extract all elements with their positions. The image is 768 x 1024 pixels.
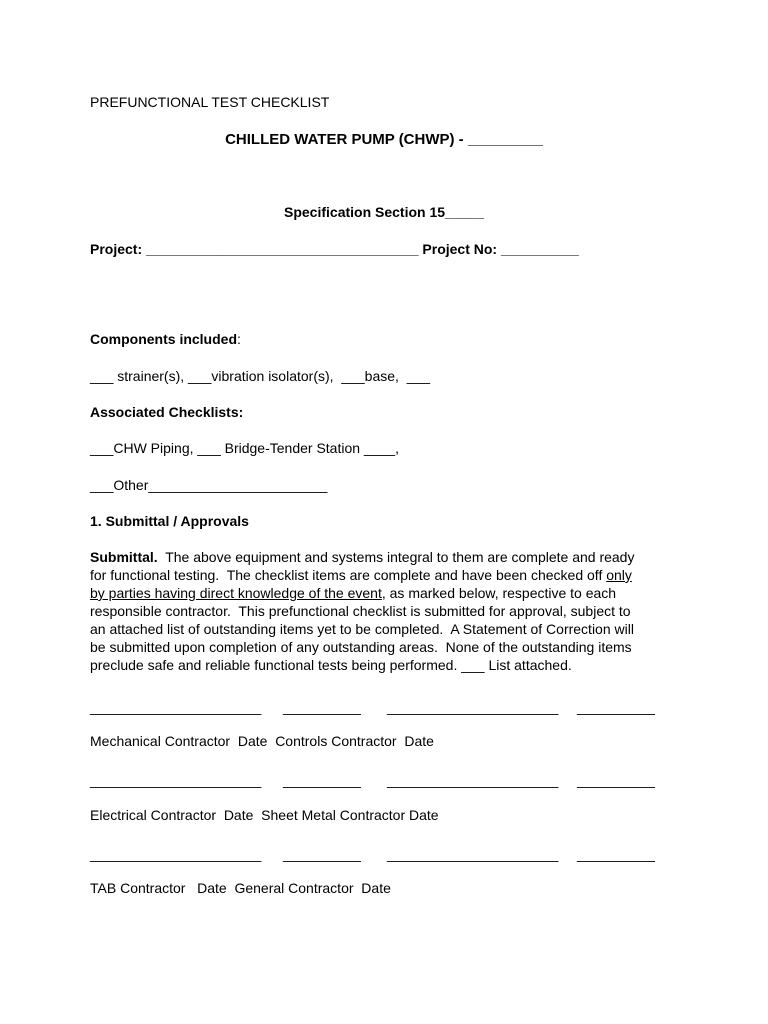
paragraph-line-3 bbox=[90, 584, 685, 602]
document-type: PREFUNCTIONAL TEST CHECKLIST bbox=[90, 94, 330, 110]
signature-blank-general: ______________________ bbox=[387, 846, 559, 862]
paragraph-line-6: be submitted upon completion of any outstanding areas. None of the outstanding items bbox=[90, 639, 632, 655]
date-blank-general: __________ bbox=[577, 846, 655, 862]
signature-blank-mechanical: ______________________ bbox=[90, 699, 262, 715]
components-items: ___ strainer(s), ___vibration isolator(s), ___base, ___ bbox=[90, 368, 431, 384]
signature-blank-tab: ______________________ bbox=[90, 846, 262, 862]
specification-section: Specification Section 15_____ bbox=[284, 204, 484, 220]
date-blank-tab: __________ bbox=[283, 846, 361, 862]
associated-line-1: ___CHW Piping, ___ Bridge-Tender Station ____, bbox=[90, 440, 399, 456]
associated-line-2: ___Other_______________________ bbox=[90, 477, 328, 493]
submittal-label: Submittal. bbox=[90, 549, 158, 565]
signature-blank-controls: ______________________ bbox=[387, 699, 559, 715]
associated-checklists-heading: Associated Checklists: bbox=[90, 404, 244, 420]
components-heading bbox=[90, 330, 241, 348]
signature-labels-row-1: Mechanical Contractor Date Controls Contractor Date bbox=[90, 733, 434, 749]
components-heading-colon: : bbox=[237, 331, 241, 347]
project-line: Project: ___________________________________ Project No: __________ bbox=[90, 241, 579, 257]
paragraph-line-7: preclude safe and reliable functional tests being performed. ___ List attached. bbox=[90, 657, 572, 673]
paragraph-text-1: The above equipment and systems integral to them are complete and ready bbox=[157, 549, 635, 565]
paragraph-line-1 bbox=[90, 548, 685, 566]
date-blank-mechanical: __________ bbox=[283, 699, 361, 715]
paragraph-text-2: for functional testing. The checklist items are complete and have been checked off bbox=[90, 567, 607, 583]
paragraph-underlined-only: only bbox=[606, 567, 632, 583]
signature-blank-electrical: ______________________ bbox=[90, 772, 262, 788]
document-title: CHILLED WATER PUMP (CHWP) - _________ bbox=[225, 131, 543, 148]
date-blank-electrical: __________ bbox=[283, 772, 361, 788]
section-heading-submittal: 1. Submittal / Approvals bbox=[90, 513, 249, 529]
date-blank-sheet-metal: __________ bbox=[577, 772, 655, 788]
paragraph-line-4: responsible contractor. This prefunctional checklist is submitted for approval, subject to bbox=[90, 603, 631, 619]
signature-labels-row-2: Electrical Contractor Date Sheet Metal Contractor Date bbox=[90, 807, 439, 823]
date-blank-controls: __________ bbox=[577, 699, 655, 715]
signature-blank-sheet-metal: ______________________ bbox=[387, 772, 559, 788]
paragraph-underlined-parties: by parties having direct knowledge of the event bbox=[90, 585, 382, 601]
paragraph-line-2 bbox=[90, 566, 685, 584]
signature-labels-row-3: TAB Contractor Date General Contractor Date bbox=[90, 880, 391, 896]
paragraph-text-3: , as marked below, respective to each bbox=[381, 585, 617, 601]
paragraph-line-5: an attached list of outstanding items yet to be completed. A Statement of Correction will bbox=[90, 621, 634, 637]
components-heading-text: Components included bbox=[90, 331, 237, 347]
submittal-paragraph bbox=[90, 548, 685, 674]
